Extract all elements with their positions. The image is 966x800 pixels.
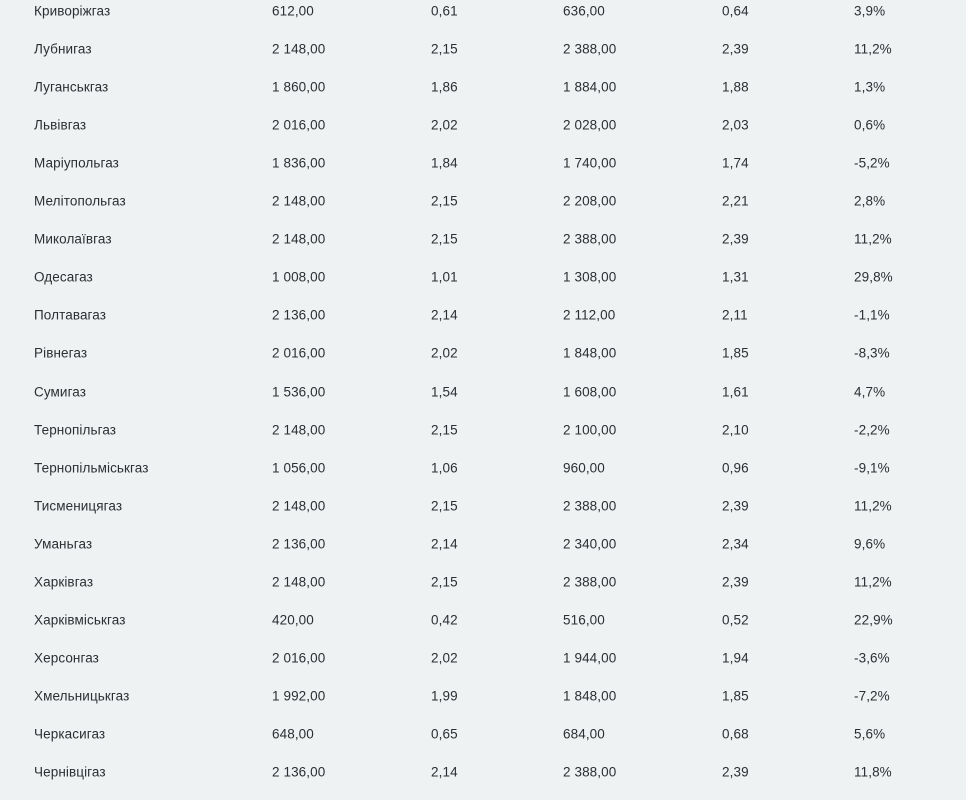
- company-name: Тернопільміськгаз: [34, 460, 149, 476]
- tariff-value-2: 1,54: [431, 384, 458, 399]
- tariff-value-2: 1,06: [431, 460, 458, 476]
- table-row: [0, 411, 966, 449]
- tariff-value-4: 1,74: [722, 155, 749, 171]
- change-percent: 2,8%: [854, 193, 886, 209]
- tariff-value-1: 2 148,00: [272, 193, 326, 209]
- tariff-value-2: 1,01: [431, 269, 458, 285]
- table-row: [0, 68, 966, 106]
- tariff-value-3: 2 388,00: [563, 764, 617, 780]
- tariff-value-1: 1 836,00: [272, 155, 326, 171]
- tariff-value-3: 516,00: [563, 612, 605, 628]
- tariff-value-3: 2 112,00: [563, 307, 616, 323]
- company-name: Харківміськгаз: [34, 612, 126, 628]
- company-name: Лубнигаз: [34, 41, 92, 57]
- tariff-value-4: 1,85: [722, 345, 749, 361]
- tariff-value-2: 1,84: [431, 155, 458, 171]
- tariff-value-3: 636,00: [563, 3, 605, 19]
- tariff-value-2: 2,14: [431, 764, 458, 780]
- tariff-value-1: 2 148,00: [272, 498, 326, 514]
- company-name: Полтавагаз: [34, 307, 107, 323]
- table-row: [0, 220, 966, 258]
- tariff-value-1: 1 860,00: [272, 79, 326, 95]
- tariff-value-4: 0,68: [722, 726, 749, 742]
- change-percent: 29,8%: [854, 269, 893, 285]
- tariff-value-2: 2,15: [431, 498, 458, 514]
- tariff-value-4: 2,03: [722, 117, 749, 133]
- tariff-value-3: 1 608,00: [563, 384, 617, 399]
- tariff-value-1: 1 056,00: [272, 460, 326, 476]
- tariff-value-3: 2 028,00: [563, 117, 617, 133]
- company-name: Маріупольгаз: [34, 155, 119, 171]
- tariff-value-3: 2 388,00: [563, 574, 617, 590]
- company-name: Черкасигаз: [34, 726, 106, 742]
- tariff-value-3: 2 388,00: [563, 498, 617, 514]
- tariff-value-2: 2,02: [431, 650, 458, 666]
- tariff-value-2: 2,14: [431, 307, 458, 323]
- tariff-value-3: 960,00: [563, 460, 605, 476]
- tariff-value-3: 1 848,00: [563, 345, 617, 361]
- tariff-value-2: 2,15: [431, 231, 458, 247]
- company-name: Одесагаз: [34, 269, 93, 285]
- table-row: [0, 334, 966, 372]
- table-row: [0, 144, 966, 182]
- table-row: [0, 258, 966, 296]
- tariff-value-4: 0,96: [722, 460, 749, 476]
- tariff-value-2: 1,86: [431, 79, 458, 95]
- table-row: [0, 563, 966, 601]
- tariff-value-2: 1,99: [431, 688, 458, 704]
- change-percent: -5,2%: [854, 155, 890, 171]
- table-row: [0, 373, 966, 411]
- table-row: [0, 30, 966, 68]
- table-row: [0, 487, 966, 525]
- tariff-value-3: 2 100,00: [563, 422, 617, 438]
- tariff-value-1: 2 016,00: [272, 117, 326, 133]
- change-percent: 11,8%: [854, 764, 892, 780]
- tariff-value-2: 2,14: [431, 536, 458, 552]
- tariff-value-1: 2 136,00: [272, 536, 326, 552]
- change-percent: 5,6%: [854, 726, 886, 742]
- table-row: [0, 677, 966, 715]
- change-percent: 9,6%: [854, 536, 886, 552]
- tariff-value-3: 1 884,00: [563, 79, 617, 95]
- tariff-value-4: 2,39: [722, 574, 749, 590]
- tariff-value-2: 2,15: [431, 422, 458, 438]
- table-row: [0, 715, 966, 753]
- tariff-value-1: 2 136,00: [272, 307, 326, 323]
- table-row: [0, 753, 966, 791]
- tariff-value-4: 2,10: [722, 422, 749, 438]
- tariff-value-1: 2 016,00: [272, 345, 326, 361]
- table-row: [0, 601, 966, 639]
- table-row: [0, 525, 966, 563]
- table-row: [0, 106, 966, 144]
- tariff-value-1: 1 992,00: [272, 688, 326, 704]
- tariff-value-2: 2,15: [431, 574, 458, 590]
- company-name: Херсонгаз: [34, 650, 99, 666]
- tariff-value-4: 1,31: [722, 269, 749, 285]
- change-percent: 4,7%: [854, 384, 886, 399]
- company-name: Львівгаз: [34, 117, 87, 133]
- tariff-value-2: 0,65: [431, 726, 458, 742]
- tariff-value-4: 2,39: [722, 498, 749, 514]
- tariff-value-2: 2,15: [431, 41, 458, 57]
- tariff-value-3: 684,00: [563, 726, 605, 742]
- tariff-value-2: 2,02: [431, 345, 458, 361]
- tariff-value-3: 1 308,00: [563, 269, 617, 285]
- change-percent: -3,6%: [854, 650, 890, 666]
- tariff-value-4: 0,52: [722, 612, 749, 628]
- table-row: [0, 182, 966, 220]
- company-name: Чернівцігаз: [34, 764, 106, 780]
- tariff-value-3: 1 740,00: [563, 155, 617, 171]
- tariff-value-4: 2,39: [722, 41, 749, 57]
- tariff-value-4: 1,61: [722, 384, 749, 399]
- tariff-value-1: 612,00: [272, 3, 314, 19]
- change-percent: -9,1%: [854, 460, 890, 476]
- company-name: Хмельницькгаз: [34, 688, 130, 704]
- tariff-value-1: 2 016,00: [272, 650, 326, 666]
- tariff-value-1: 2 148,00: [272, 231, 326, 247]
- tariff-value-1: 2 148,00: [272, 41, 326, 57]
- table-row: [0, 296, 966, 334]
- tariff-value-1: 420,00: [272, 612, 314, 628]
- tariff-value-4: 2,39: [722, 231, 749, 247]
- tariff-value-4: 2,39: [722, 764, 749, 780]
- tariff-value-4: 2,21: [722, 193, 749, 209]
- table-row: [0, 639, 966, 677]
- tariff-value-4: 2,34: [722, 536, 749, 552]
- tariff-value-3: 1 944,00: [563, 650, 617, 666]
- table-row: [0, 449, 966, 487]
- company-name: Миколаївгаз: [34, 231, 112, 247]
- change-percent: 1,3%: [854, 79, 886, 95]
- change-percent: -7,2%: [854, 688, 890, 704]
- company-name: Уманьгаз: [34, 536, 93, 552]
- company-name: Харківгаз: [34, 574, 94, 590]
- tariff-value-3: 2 340,00: [563, 536, 617, 552]
- tariff-value-1: 2 148,00: [272, 574, 326, 590]
- change-percent: -8,3%: [854, 345, 890, 361]
- tariff-value-3: 2 208,00: [563, 193, 617, 209]
- tariff-value-1: 1 008,00: [272, 269, 326, 285]
- tariff-value-3: 2 388,00: [563, 231, 617, 247]
- change-percent: 0,6%: [854, 117, 886, 133]
- tariff-value-3: 2 388,00: [563, 41, 617, 57]
- change-percent: 22,9%: [854, 612, 893, 628]
- change-percent: 11,2%: [854, 574, 892, 590]
- change-percent: 11,2%: [854, 498, 892, 514]
- tariff-value-2: 0,42: [431, 612, 458, 628]
- company-name: Криворіжгаз: [34, 3, 111, 19]
- table-row: [0, 0, 966, 30]
- tariff-value-1: 2 136,00: [272, 764, 326, 780]
- company-name: Сумигаз: [34, 384, 87, 399]
- company-name: Тернопільгаз: [34, 422, 117, 438]
- tariff-value-4: 0,64: [722, 3, 749, 19]
- tariff-value-1: 1 536,00: [272, 384, 326, 399]
- change-percent: 3,9%: [854, 3, 886, 19]
- tariff-value-2: 2,15: [431, 193, 458, 209]
- tariff-value-4: 1,88: [722, 79, 749, 95]
- change-percent: 11,2%: [854, 231, 892, 247]
- tariff-value-2: 2,02: [431, 117, 458, 133]
- tariff-value-2: 0,61: [431, 3, 458, 19]
- company-name: Мелітопольгаз: [34, 193, 126, 209]
- tariff-value-4: 1,85: [722, 688, 749, 704]
- change-percent: -2,2%: [854, 422, 890, 438]
- company-name: Луганськгаз: [34, 79, 109, 95]
- tariff-value-1: 2 148,00: [272, 422, 326, 438]
- tariff-value-1: 648,00: [272, 726, 314, 742]
- tariff-value-4: 2,11: [722, 307, 748, 323]
- company-name: Рівнегаз: [34, 345, 88, 361]
- company-name: Тисменицягаз: [34, 498, 123, 514]
- change-percent: 11,2%: [854, 41, 892, 57]
- tariff-value-3: 1 848,00: [563, 688, 617, 704]
- change-percent: -1,1%: [854, 307, 890, 323]
- tariff-value-4: 1,94: [722, 650, 749, 666]
